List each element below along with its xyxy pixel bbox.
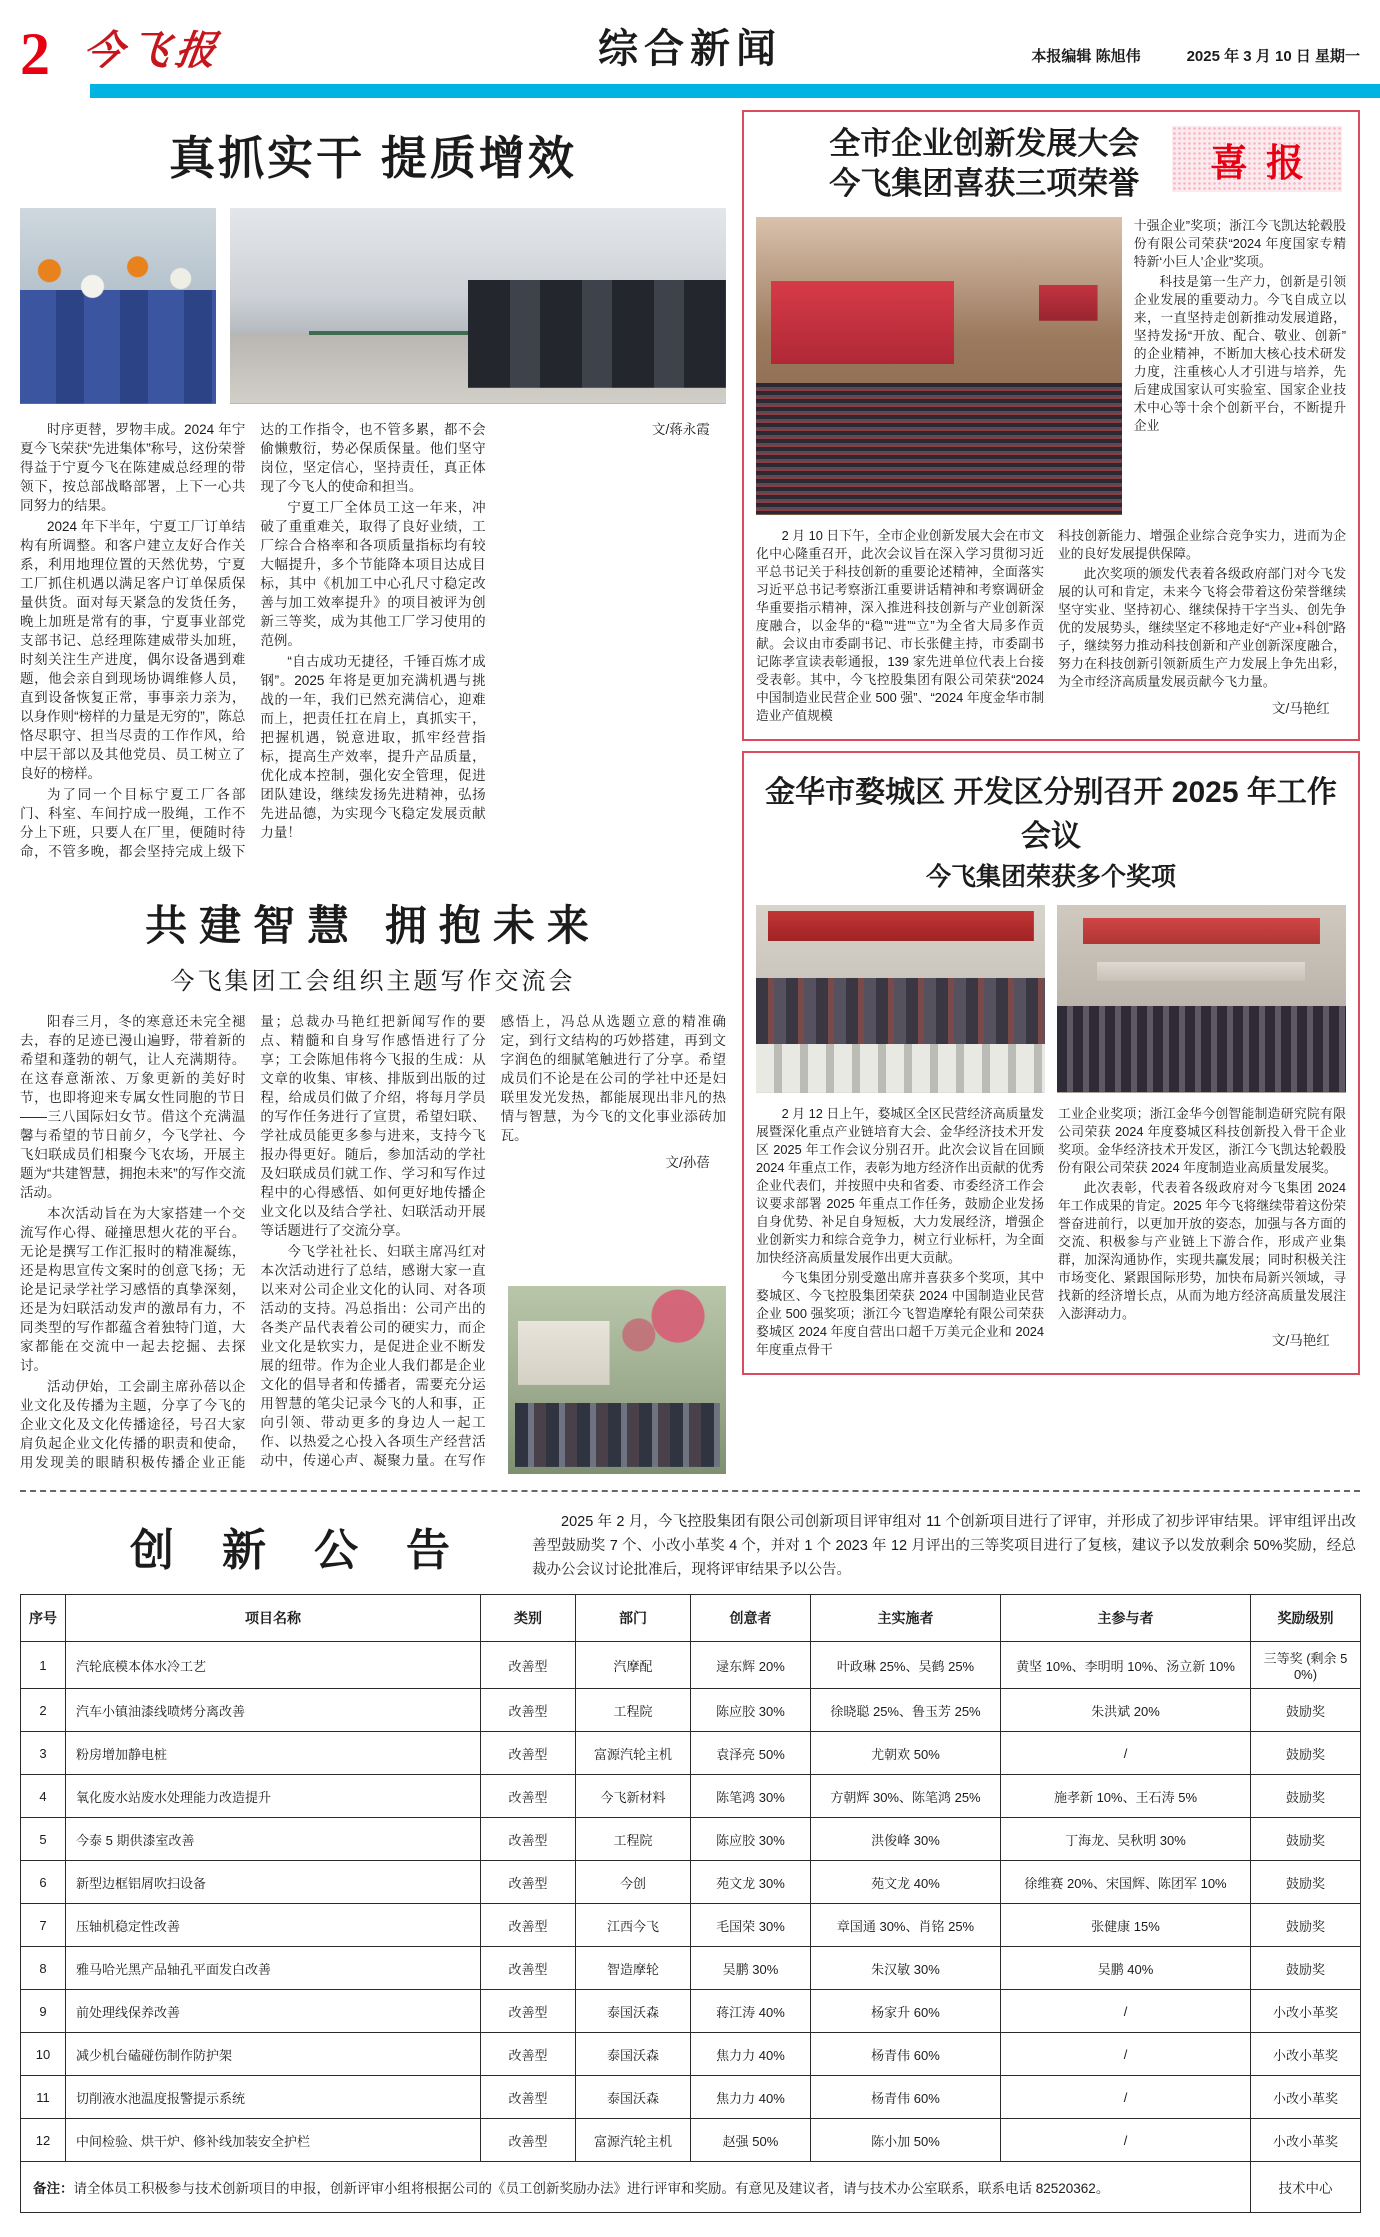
cell-award: 小改小革奖 bbox=[1251, 2033, 1361, 2076]
cell-dept: 江西今飞 bbox=[576, 1904, 691, 1947]
cell-seq: 11 bbox=[21, 2076, 66, 2119]
cell-dept: 智造摩轮 bbox=[576, 1947, 691, 1990]
table-foot bbox=[21, 2162, 1361, 2213]
huiyi-left-column bbox=[756, 1105, 1044, 1361]
paragraph: 科技创新能力、增强企业综合竞争实力，进而为企业的良好发展提供保障。 bbox=[1058, 527, 1346, 561]
xibao-badge: 喜报 bbox=[1172, 126, 1342, 192]
cell-implementer: 洪俊峰 30% bbox=[811, 1818, 1001, 1861]
cell-award: 鼓励奖 bbox=[1251, 1689, 1361, 1732]
cell-project-name: 雅马哈光黑产品轴孔平面发白改善 bbox=[66, 1947, 481, 1990]
cell-award: 鼓励奖 bbox=[1251, 1775, 1361, 1818]
paragraph: 时序更替，罗物丰成。2024 年宁夏今飞荣获“先进集体”称号，这份荣誉得益于宁夏今飞在陈建威总经理的带领下，按总部战略部署，上下一心共同努力的结果。 bbox=[20, 422, 246, 513]
table-row bbox=[21, 2119, 1361, 2162]
table-row bbox=[21, 1689, 1361, 1732]
col-header-award: 奖励级别 bbox=[1251, 1595, 1361, 1642]
paragraph: 2 月 10 日下午，全市企业创新发展大会在市文化中心隆重召开，此次会议旨在深入学习贯彻习近平总书记关于科技创新的重要论述精神，全面落实习近平总书记考察浙江重要讲话精神和考察调研金华重要指示精神，深入推进科技创新与产业创新深度融合，以金华的“稳”“进”“立”为全省大局多作贡献。会议由市委副书记、市长张健主持，市委副书记陈孝宣读表彰通报，139 家先进单位代表上台接受表彰。其中，今飞控股集团有限公司荣获“2024 中国制造业民营企业 500 强”、“2024 年度金华市制造业产值规模 bbox=[756, 527, 1044, 723]
cell-seq: 1 bbox=[21, 1642, 66, 1689]
photo-kaifaqu-meeting bbox=[1057, 905, 1346, 1093]
cell-creator: 赵强 50% bbox=[691, 2119, 811, 2162]
cell-dept: 泰国沃森 bbox=[576, 2033, 691, 2076]
cell-award: 小改小革奖 bbox=[1251, 2076, 1361, 2119]
cell-creator: 毛国荣 30% bbox=[691, 1904, 811, 1947]
cell-implementer: 陈小加 50% bbox=[811, 2119, 1001, 2162]
col-header-name: 项目名称 bbox=[66, 1595, 481, 1642]
table-row bbox=[21, 1990, 1361, 2033]
cell-participants: 吴鹏 40% bbox=[1001, 1947, 1251, 1990]
cell-dept: 富源汽轮主机 bbox=[576, 2119, 691, 2162]
cell-category: 改善型 bbox=[481, 1904, 576, 1947]
cell-creator: 袁泽亮 50% bbox=[691, 1732, 811, 1775]
table-row bbox=[21, 1818, 1361, 1861]
huiyi-title-line1: 金华市婺城区 开发区分别召开 2025 年工作会议 bbox=[765, 775, 1337, 853]
innovation-award-table bbox=[20, 1594, 1361, 2213]
cell-project-name: 前处理线保养改善 bbox=[66, 1990, 481, 2033]
cell-seq: 3 bbox=[21, 1732, 66, 1775]
masthead-logo: 今飞报 bbox=[80, 27, 225, 74]
cell-category: 改善型 bbox=[481, 1818, 576, 1861]
cell-creator: 陈笔鸿 30% bbox=[691, 1775, 811, 1818]
cell-implementer: 朱汉敏 30% bbox=[811, 1947, 1001, 1990]
huiyi-title-line2: 今飞集团荣获多个奖项 bbox=[925, 862, 1176, 891]
cell-project-name: 压轴机稳定性改善 bbox=[66, 1904, 481, 1947]
cell-creator: 陈应胶 30% bbox=[691, 1818, 811, 1861]
photo-writing-group bbox=[508, 1286, 726, 1474]
col-header-implementer: 主实施者 bbox=[811, 1595, 1001, 1642]
table-row bbox=[21, 1642, 1361, 1689]
paragraph: 2024 年下半年，宁夏工厂订单结构有所调整。和客户建立友好合作关系，利用地理位置的天然优势，宁夏工厂抓住机遇以满足客户订单保质保量供货。面对每天紧急的发货任务，晚上加班是常有的事，宁夏事业部党支部书记、总经理陈建威带头加班，时刻关注生产进度，偶尔设备遇到难题，他会亲自到现场协调维修人员，直到设备恢复正常，事事亲力亲为，以身作则“榜样的力量是无穷的”，陈总恪尽职守、担当尽责的工作作风，给中层干部以及其他党员、员工树立了良好的榜样。 bbox=[20, 519, 246, 781]
paragraph: 十强企业”奖项；浙江今飞凯达轮毂股份有限公司荣获“2024 年度国家专精特新‘小巨人’企业”奖项。 bbox=[1133, 217, 1346, 269]
paragraph: 本次活动旨在为大家搭建一个交流写作心得、碰撞思想火花的平台。无论是撰写工作汇报时的精准凝练，还是构思宣传文案时的创意飞扬；无论是记录学社学习感悟的真挚深刻，还是为妇联活动发声的激昂有力，不同类型的写作都蕴含着独特门道，大家都能在交流中一起去挖掘、去探讨。 bbox=[20, 1206, 246, 1373]
paragraph: 今飞学社社长、妇联主席冯红对本次活动进行了总结，感谢大家一直以来对公司企业文化的认同、对各项活动的支持。冯总指出：公司产出的各类产品代表着公司的硬实力，而企业文化是软实力，是促进企业不断发展的纽带。作为企业人我们都是企业文化的倡导者和传播者，需要充分运用智慧的笔尖记录今飞的人和事，正向引领、带动更多的身边人一起工作、以热爱之心投入各项生产经营活动中，传递心声、凝聚力量。在写作感悟上，冯总从选题立意的精准确定，到行文结构的巧妙搭建，再到文字润色的细腻笔触进行了分享。希望成员们不论是在公司的学社中还是妇联里发光发热，都能展现出非凡的热情与智慧，为今飞的文化事业添砖加瓦。 bbox=[260, 1014, 726, 1468]
col-header-category: 类别 bbox=[481, 1595, 576, 1642]
cell-seq: 10 bbox=[21, 2033, 66, 2076]
photo-factory-workshop bbox=[230, 208, 726, 404]
cell-implementer: 杨青伟 60% bbox=[811, 2033, 1001, 2076]
cell-category: 改善型 bbox=[481, 1689, 576, 1732]
header-meta bbox=[1031, 45, 1360, 80]
photo-innovation-conference bbox=[756, 217, 1122, 515]
cell-participants: 施孝新 10%、王石涛 5% bbox=[1001, 1775, 1251, 1818]
paragraph: 此次表彰，代表着各级政府对今飞集团 2024 年工作成果的肯定。2025 年今飞将继续带着这份荣誉奋进前行，以更加开放的姿态，加强与各方面的交流、积极参与产业链上下游合作，形成产业集群，加深沟通协作，实现共赢发展；同时积极关注市场变化、紧跟国际形势，加快布局新兴领域，寻找新的经济增长点，从而为地方经济高质量发展注入澎湃动力。 bbox=[1058, 1179, 1346, 1321]
cell-participants: / bbox=[1001, 2119, 1251, 2162]
article-zhihui-subtitle: 今飞集团工会组织主题写作交流会 bbox=[170, 968, 576, 995]
cell-seq: 8 bbox=[21, 1947, 66, 1990]
editor-credit: 本报编辑 陈旭伟 bbox=[1031, 48, 1141, 65]
cell-seq: 5 bbox=[21, 1818, 66, 1861]
note-signature: 技术中心 bbox=[1251, 2162, 1361, 2213]
main-content bbox=[20, 110, 1360, 1474]
article-zhihui-title: 共建智慧 拥抱未来 bbox=[145, 902, 601, 949]
cell-seq: 9 bbox=[21, 1990, 66, 2033]
byline: 文/蒋永霞 bbox=[652, 422, 710, 437]
photo-workers-inspection bbox=[20, 208, 216, 404]
cell-implementer: 方朝辉 30%、陈笔鸿 25% bbox=[811, 1775, 1001, 1818]
cell-project-name: 汽轮底模本体水冷工艺 bbox=[66, 1642, 481, 1689]
cell-category: 改善型 bbox=[481, 1642, 576, 1689]
cell-dept: 泰国沃森 bbox=[576, 1990, 691, 2033]
paragraph: 今飞集团分别受邀出席并喜获多个奖项，其中婺城区、今飞控股集团荣获 2024 中国制造业民营企业 500 强奖项；浙江今飞智造摩轮有限公司荣获婺城区 2024 年度自营出口超千万美元企业和 2024 年度重点骨干 bbox=[756, 1269, 1044, 1357]
xibao-title-line2: 今飞集团喜获三项荣誉 bbox=[829, 166, 1140, 202]
paragraph: 科技是第一生产力，创新是引领企业发展的重要动力。今飞自成立以来，一直坚持走创新推动发展道路，坚持发扬“开放、配合、敬业、创新”的企业精神，不断加大核心技术研发力度，注重核心人才引进与培养，先后建成国家认可实验室、国家企业技术中心等十余个创新平台，不断提升企业 bbox=[1133, 273, 1346, 433]
byline: 文/孙蓓 bbox=[665, 1155, 710, 1170]
cell-category: 改善型 bbox=[481, 1861, 576, 1904]
col-header-creator: 创意者 bbox=[691, 1595, 811, 1642]
cell-implementer: 章国通 30%、肖铭 25% bbox=[811, 1904, 1001, 1947]
cell-project-name: 新型边框铝屑吹扫设备 bbox=[66, 1861, 481, 1904]
cell-implementer: 杨家升 60% bbox=[811, 1990, 1001, 2033]
huiyi-box bbox=[742, 751, 1360, 1375]
right-column bbox=[742, 110, 1360, 1474]
cell-award: 小改小革奖 bbox=[1251, 1990, 1361, 2033]
note-text: 请全体员工积极参与技术创新项目的申报，创新评审小组将根据公司的《员工创新奖励办法》进行评审和奖励。有意见及建议者，请与技术办公室联系，联系电话 82520362。 bbox=[73, 2181, 1110, 2196]
note-label: 备注： bbox=[33, 2181, 74, 2196]
cell-category: 改善型 bbox=[481, 1732, 576, 1775]
paragraph: 2 月 12 日上午，婺城区全区民营经济高质量发展暨深化重点产业链培育大会、金华经济技术开发区 2025 年工作会议分别召开。此次会议旨在回顾 2024 年重点工作，表彰为地方经济作出贡献的优秀企业代表们，并按照中央和省委、市委经济工作会议要求部署 2025 年重点工作任务，鼓励企业发扬自身优势、补足自身短板，大力发展经济，增强企业创新实力和综合竞争力，树立行业标杆，为全面加快经济高质量发展作出更大贡献。 bbox=[756, 1105, 1044, 1265]
cell-dept: 今飞新材料 bbox=[576, 1775, 691, 1818]
cell-dept: 工程院 bbox=[576, 1818, 691, 1861]
cell-creator: 焦力力 40% bbox=[691, 2076, 811, 2119]
photo-wucheng-meeting bbox=[756, 905, 1045, 1093]
cell-creator: 逯东辉 20% bbox=[691, 1642, 811, 1689]
cell-participants: / bbox=[1001, 1990, 1251, 2033]
section-title: 综合新闻 bbox=[598, 27, 782, 71]
cell-award: 鼓励奖 bbox=[1251, 1818, 1361, 1861]
article-shigan bbox=[20, 122, 726, 865]
cell-participants: / bbox=[1001, 2033, 1251, 2076]
col-header-participants: 主参与者 bbox=[1001, 1595, 1251, 1642]
cell-category: 改善型 bbox=[481, 2076, 576, 2119]
cell-seq: 12 bbox=[21, 2119, 66, 2162]
header-row bbox=[21, 1595, 1361, 1642]
byline: 文/马艳红 bbox=[1272, 700, 1330, 716]
cell-project-name: 氧化废水站废水处理能力改造提升 bbox=[66, 1775, 481, 1818]
issue-date: 2025 年 3 月 10 日 星期一 bbox=[1186, 48, 1360, 65]
cell-category: 改善型 bbox=[481, 1775, 576, 1818]
cell-participants: 丁海龙、吴秋明 30% bbox=[1001, 1818, 1251, 1861]
cell-project-name: 汽车小镇油漆线喷烤分离改善 bbox=[66, 1689, 481, 1732]
notice-title: 创新公告 bbox=[130, 1526, 498, 1575]
table-body bbox=[21, 1642, 1361, 2162]
paragraph: 阳春三月，冬的寒意还未完全褪去，春的足迹已漫山遍野，带着新的希望和蓬勃的朝气，让人充满期待。在这春意渐浓、万象更新的美好时节，也即将迎来专属女性同胞的节日——三八国际妇女节。借这个充满温馨与希望的节日前夕，今飞学社、今飞妇联成员们相聚今飞农场，开展主题为“共建智慧，拥抱未来”的写作交流活动。 bbox=[20, 1014, 246, 1200]
cell-dept: 工程院 bbox=[576, 1689, 691, 1732]
cell-project-name: 切削液水池温度报警提示系统 bbox=[66, 2076, 481, 2119]
byline: 文/马艳红 bbox=[1272, 1332, 1330, 1348]
huiyi-text-columns bbox=[756, 1105, 1346, 1361]
table-row bbox=[21, 2033, 1361, 2076]
paragraph: 工业企业奖项；浙江金华今创智能制造研究院有限公司荣获 2024 年度婺城区科技创新投入骨干企业奖项。金华经济技术开发区，浙江今飞凯达轮毂股份有限公司荣获 2024 年度制造业高质量发展奖。 bbox=[1058, 1105, 1346, 1175]
cell-seq: 7 bbox=[21, 1904, 66, 1947]
header-rule-bar bbox=[90, 84, 1380, 98]
xibao-right-column bbox=[1058, 527, 1346, 727]
cell-implementer: 徐晓聪 25%、鲁玉芳 25% bbox=[811, 1689, 1001, 1732]
cell-participants: / bbox=[1001, 2076, 1251, 2119]
col-header-seq: 序号 bbox=[21, 1595, 66, 1642]
cell-implementer: 苑文龙 40% bbox=[811, 1861, 1001, 1904]
cell-project-name: 今泰 5 期供漆室改善 bbox=[66, 1818, 481, 1861]
cell-dept: 泰国沃森 bbox=[576, 2076, 691, 2119]
table-row bbox=[21, 1861, 1361, 1904]
table-row bbox=[21, 1775, 1361, 1818]
table-note bbox=[21, 2162, 1251, 2213]
table-row bbox=[21, 1947, 1361, 1990]
notice-intro: 2025 年 2 月，今飞控股集团有限公司创新项目评审组对 11 个创新项目进行了评审，并形成了初步评审结果。评审组评出改善型鼓励奖 7 个、小改小革奖 4 个，并对 1 个 2023 年 12 月评出的三等奖项目进行了复核，建议予以发放剩余 50%奖励，经总裁办公会议讨论批准后，现将评审结果予以公告。 bbox=[532, 1514, 1356, 1578]
article-shigan-title: 真抓实干 提质增效 bbox=[169, 132, 577, 184]
cell-dept: 富源汽轮主机 bbox=[576, 1732, 691, 1775]
xibao-sidebar-text bbox=[1134, 217, 1346, 515]
paragraph: 此次奖项的颁发代表着各级政府部门对今飞发展的认可和肯定，未来今飞将会带着这份荣誉继续坚守实业、坚持初心、继续保持干字当头、创先争优的发展势头，继续坚定不移地走好“产业+科创”路子，继续努力推动科技创新和产业创新深度融合，努力在科技创新引领新质生产力发展上争先出彩，为全市经济高质量发展贡献今飞力量。 bbox=[1058, 565, 1346, 689]
notice-header bbox=[20, 1492, 1360, 1594]
cell-award: 三等奖 (剩余 50%) bbox=[1251, 1642, 1361, 1689]
cell-project-name: 中间检验、烘干炉、修补线加装安全护栏 bbox=[66, 2119, 481, 2162]
article-shigan-photos bbox=[20, 208, 726, 404]
cell-seq: 4 bbox=[21, 1775, 66, 1818]
cell-implementer: 叶政琳 25%、吴鹤 25% bbox=[811, 1642, 1001, 1689]
cell-award: 鼓励奖 bbox=[1251, 1861, 1361, 1904]
xibao-left-column bbox=[756, 527, 1044, 727]
paragraph: “自古成功无捷径，千锤百炼才成钢”。2025 年将是更加充满机遇与挑战的一年，我们已然充满信心，迎难而上，把责任扛在肩上，真抓实干，把握机遇，锐意进取，抓牢经营指标，提高生产效率，提升产品质量，优化成本控制，强化安全管理，促进团队建设，继续发扬先进精神，弘扬先进品德，为实现今飞稳定发展贡献力量！ bbox=[260, 654, 486, 840]
cell-seq: 6 bbox=[21, 1861, 66, 1904]
cell-project-name: 粉房增加静电桩 bbox=[66, 1732, 481, 1775]
cell-award: 小改小革奖 bbox=[1251, 2119, 1361, 2162]
article-zhihui bbox=[20, 893, 726, 1474]
cell-creator: 蒋江涛 40% bbox=[691, 1990, 811, 2033]
cell-implementer: 尤朝欢 50% bbox=[811, 1732, 1001, 1775]
left-column bbox=[20, 110, 726, 1474]
article-shigan-body bbox=[20, 420, 726, 865]
xibao-title-line1: 全市企业创新发展大会 bbox=[829, 126, 1140, 161]
col-header-dept: 部门 bbox=[576, 1595, 691, 1642]
paragraph: 宁夏工厂全体员工这一年来，冲破了重重难关，取得了良好业绩，工厂综合合格率和各项质量指标均有较大幅提升，多个节能降本项目达成目标，其中《机加工中心孔尺寸稳定改善与加工效率提升》的项目被评为创新三等奖，成为其他工厂学习使用的范例。 bbox=[260, 500, 486, 648]
cell-participants: / bbox=[1001, 1732, 1251, 1775]
table-row bbox=[21, 2076, 1361, 2119]
xibao-photo-row bbox=[756, 217, 1346, 515]
cell-category: 改善型 bbox=[481, 2119, 576, 2162]
huiyi-right-column bbox=[1058, 1105, 1346, 1361]
note-row bbox=[21, 2162, 1361, 2213]
cell-participants: 黄坚 10%、李明明 10%、汤立新 10% bbox=[1001, 1642, 1251, 1689]
table-row bbox=[21, 1732, 1361, 1775]
article-zhihui-body bbox=[20, 1012, 726, 1474]
table-row bbox=[21, 1904, 1361, 1947]
xibao-text-columns bbox=[756, 527, 1346, 727]
cell-award: 鼓励奖 bbox=[1251, 1732, 1361, 1775]
paragraph: 活动伊始，工会副主席孙蓓以企业文化及传播为主题，分享了今飞的企业文化及文化传播途径，号召大家肩负起企业文化传播的职责和使命，用发现美的眼睛积极传播企业正能量；总裁办马艳红把新闻写作的要点、精髓和自身写作感悟进行了分享；工会陈旭伟将今飞报的生成：从文章的收集、审核、排版到出版的过程，给成员们做了介绍，将每月学员的写作任务进行了宣贯，希望妇联、学社成员能更多参与进来，支持今飞报办得更好。随后，参加活动的学社及妇联成员们就工作、学习和写作过程中的心得感悟、如何更好地传播企业文化以及结合学社、妇联活动开展等话题进行了交流分享。 bbox=[20, 1014, 486, 1470]
table-head bbox=[21, 1595, 1361, 1642]
cell-dept: 今创 bbox=[576, 1861, 691, 1904]
cell-participants: 张健康 15% bbox=[1001, 1904, 1251, 1947]
cell-seq: 2 bbox=[21, 1689, 66, 1732]
cell-creator: 陈应胶 30% bbox=[691, 1689, 811, 1732]
cell-project-name: 减少机台磕碰伤制作防护架 bbox=[66, 2033, 481, 2076]
xibao-title bbox=[766, 124, 1203, 205]
cell-category: 改善型 bbox=[481, 1947, 576, 1990]
cell-award: 鼓励奖 bbox=[1251, 1904, 1361, 1947]
page-header bbox=[20, 0, 1360, 87]
page-number: 2 bbox=[20, 21, 50, 87]
xibao-box bbox=[742, 110, 1360, 741]
cell-participants: 朱洪斌 20% bbox=[1001, 1689, 1251, 1732]
cell-creator: 焦力力 40% bbox=[691, 2033, 811, 2076]
cell-dept: 汽摩配 bbox=[576, 1642, 691, 1689]
cell-participants: 徐维赛 20%、宋国辉、陈团军 10% bbox=[1001, 1861, 1251, 1904]
cell-award: 鼓励奖 bbox=[1251, 1947, 1361, 1990]
paragraph: 为了同一个目标宁夏工厂各部门、科室、车间拧成一股绳，工作不分上下班，只要人在厂里，便随时待命，不管多晚，都会坚持完成上级下达的工作指令，也不管多累，都不会偷懒敷衍，势必保质保量。他们坚守岗位，坚定信心，坚持责任，真正体现了今飞人的使命和担当。 bbox=[20, 422, 486, 859]
huiyi-photos bbox=[756, 905, 1346, 1093]
cell-creator: 苑文龙 30% bbox=[691, 1861, 811, 1904]
cell-category: 改善型 bbox=[481, 1990, 576, 2033]
cell-implementer: 杨青伟 60% bbox=[811, 2076, 1001, 2119]
cell-category: 改善型 bbox=[481, 2033, 576, 2076]
cell-creator: 吴鹏 30% bbox=[691, 1947, 811, 1990]
